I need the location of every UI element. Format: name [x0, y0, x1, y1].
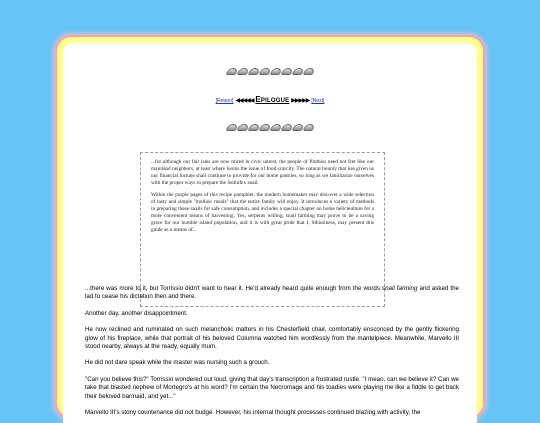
snail-divider-top: [63, 68, 477, 75]
left-arrows: ◀◀◀◀◀: [235, 98, 254, 104]
excerpt-paragraph: Within the purple pages of this recipe pamphlet, the modern homemaker may discover a wide selection of tasty and simple "mollusc meals" that the entire family will enjoy. It introduces a variety of methods in preparing these snails for safe consumption, and includes a special chapter on home helicieulture for a more convenient means of harvesting. Yes, serpents willing, snail farming may prove to be a saving grace for our humble island population, and it is with great pride that I, Sthissiness, may present this guide as a means of...: [151, 192, 374, 233]
excerpt-paragraph: ...for although our fair isles are now mired in civic unrest, the people of Pluthiss need not fret like our mainland neighbors, at least where looms the issue of food scarcity. The natural bounty that has given us our financial fortune shall continue to provide for our home pantries, so long as we familiarize ourselves with the proper ways to prepare the Sstihifex snail.: [151, 159, 374, 186]
snail-icon: [291, 124, 304, 131]
snail-icon: [280, 124, 293, 131]
snail-icon: [280, 68, 293, 75]
prev-chapter-link[interactable]: [Return]: [215, 98, 234, 104]
snail-divider-bottom: [63, 124, 477, 131]
chapter-title: Epilogue: [255, 95, 290, 104]
next-chapter-link[interactable]: [Next]: [311, 98, 325, 104]
page-content: [63, 43, 477, 423]
story-paragraph: He did not dare speak while the master was nursing such a grouch.: [85, 359, 270, 367]
story-text: [85, 285, 459, 423]
snail-icon: [302, 124, 315, 131]
snail-icon: [225, 124, 238, 131]
snail-icon: [225, 68, 238, 75]
snail-icon: [236, 124, 249, 131]
pamphlet-excerpt: [140, 152, 385, 307]
snail-icon: [236, 68, 249, 75]
story-paragraph: "Can you believe this?" Torrissio wondered out loud, giving that day's transcription a frustrated rustle. "I mean, can we believe it? Can we take that blasted nephew of Mortegro's at his word? I'm certain the Necromage and his toadies were playing me like a fiddle to get back their beloved barmaid, and yet...": [85, 375, 459, 400]
snail-icon: [258, 68, 271, 75]
snail-icon: [269, 68, 282, 75]
story-paragraph: Another day, another disappointment.: [85, 309, 188, 317]
snail-icon: [291, 68, 304, 75]
story-text-span: and asked the lad to cease his dictation then and there.: [85, 285, 459, 301]
snail-icon: [247, 68, 260, 75]
snail-icon: [269, 124, 282, 131]
chapter-nav: [63, 95, 477, 104]
snail-icon: [258, 124, 271, 131]
story-paragraph: Marvello III's stony countenance did not budge. However, his internal thought processes continued blazing with activity, the: [85, 409, 421, 417]
right-arrows: ▶▶▶▶▶: [291, 98, 310, 104]
story-paragraph: He now reclined and ruminated on such melancholic matters in his Chesterfield chair, comfortably ensconced by the gently flickering glow of his fireplace, while that portrait of his beloved Columna watched him wordlessly from the mantelpiece. Meanwhile, Marvello III stood nearby, always at the ready, equally mum.: [85, 326, 459, 351]
story-paragraph: [85, 285, 459, 302]
snail-icon: [247, 124, 260, 131]
story-emphasis: snail farming: [382, 285, 418, 292]
story-text-span: ...there was more to it, but Torrissio didn't want to hear it. He'd already heard quite enough from the words: [85, 285, 383, 292]
snail-icon: [302, 68, 315, 75]
